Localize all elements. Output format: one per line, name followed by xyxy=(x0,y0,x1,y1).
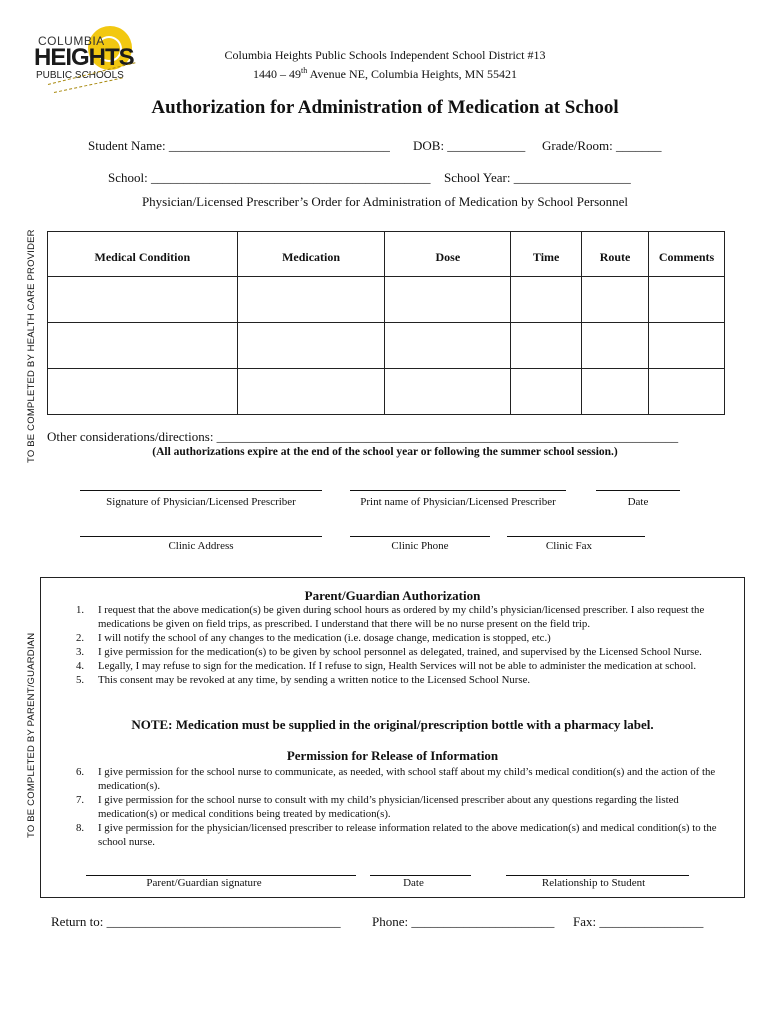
logo-text-columbia: COLUMBIA xyxy=(38,34,105,48)
column-header: Medication xyxy=(237,232,385,277)
table-cell[interactable] xyxy=(385,323,511,369)
item-text: I will notify the school of any changes to the medication (i.e. dosage change, medication is stopped, etc.) xyxy=(98,632,551,644)
item-text: I give permission for the medication(s) to be given by school personnel as delegated, trained, and supervised by the Licensed School Nurse. xyxy=(98,646,702,658)
table-cell[interactable] xyxy=(385,369,511,415)
table-cell[interactable] xyxy=(582,323,649,369)
item-number: 6. xyxy=(76,766,85,778)
table-cell[interactable] xyxy=(237,369,385,415)
table-cell[interactable] xyxy=(511,277,582,323)
table-row xyxy=(48,369,725,415)
clinic-phone-label: Clinic Phone xyxy=(391,540,449,552)
prescriber-signature-label: Signature of Physician/Licensed Prescriber xyxy=(106,496,296,508)
page-title: Authorization for Administration of Medication at School xyxy=(151,97,619,118)
item-number: 7. xyxy=(76,794,85,806)
school-field[interactable]: School: ___________________________________________ xyxy=(108,170,431,185)
logo-text-heights: HEIGHTS xyxy=(34,44,134,71)
table-cell[interactable] xyxy=(582,369,649,415)
item-text: I give permission for the physician/licensed prescriber to release information related to the above medication(s) and medical condition(s) to the school nurse. xyxy=(98,822,717,848)
address-ordinal: th xyxy=(301,66,308,75)
parent-date-line[interactable] xyxy=(370,875,471,876)
prescriber-date-label: Date xyxy=(627,496,649,508)
table-cell[interactable] xyxy=(649,323,725,369)
table-row xyxy=(48,323,725,369)
district-name: Columbia Heights Public Schools Independent School District #13 xyxy=(224,48,546,62)
item-text: This consent may be revoked at any time, by sending a written notice to the Licensed School Nurse. xyxy=(98,674,531,686)
table-cell[interactable] xyxy=(237,277,385,323)
expiry-note: (All authorizations expire at the end of the school year or following the summer school session.) xyxy=(152,446,618,458)
clinic-fax-label: Clinic Fax xyxy=(545,540,593,552)
table-cell[interactable] xyxy=(511,369,582,415)
list-item xyxy=(68,631,738,645)
logo-text-public-schools: PUBLIC SCHOOLS xyxy=(36,70,124,81)
address-street: Avenue NE, Columbia Heights, MN 55421 xyxy=(307,67,517,81)
address-number: 1440 – 49 xyxy=(253,67,301,81)
item-text: I give permission for the school nurse to consult with my child’s physician/licensed prescriber about any questions regarding the listed medication(s) or medical conditions being treated by medication(s). xyxy=(98,794,679,820)
phone-field[interactable]: Phone: ______________________ xyxy=(372,914,555,929)
list-item xyxy=(68,793,738,821)
item-number: 5. xyxy=(76,674,85,686)
column-header: Time xyxy=(511,232,582,277)
district-address xyxy=(205,63,565,82)
list-item xyxy=(68,821,738,849)
column-header: Comments xyxy=(649,232,725,277)
table-cell[interactable] xyxy=(48,323,238,369)
medication-table xyxy=(47,231,725,415)
clinic-fax-line[interactable] xyxy=(507,536,645,537)
table-cell[interactable] xyxy=(385,277,511,323)
relationship-line[interactable] xyxy=(506,875,689,876)
table-cell[interactable] xyxy=(649,369,725,415)
item-number: 8. xyxy=(76,822,85,834)
list-item xyxy=(68,603,738,631)
table-cell[interactable] xyxy=(237,323,385,369)
relationship-label: Relationship to Student xyxy=(541,877,646,889)
other-considerations-field[interactable]: Other considerations/directions: _______________________________________________________________________ xyxy=(47,429,679,444)
authorization-list xyxy=(68,603,738,687)
table-cell[interactable] xyxy=(649,277,725,323)
prescriber-order-heading: Physician/Licensed Prescriber’s Order for Administration of Medication by School Personnel xyxy=(141,194,629,209)
column-header: Dose xyxy=(385,232,511,277)
prescriber-print-line[interactable] xyxy=(350,490,566,491)
side-label-parent: TO BE COMPLETED BY PARENT/GUARDIAN xyxy=(26,632,37,838)
release-list xyxy=(68,765,738,849)
parent-signature-label: Parent/Guardian signature xyxy=(146,877,262,889)
district-logo xyxy=(30,22,140,98)
side-label-provider: TO BE COMPLETED BY HEALTH CARE PROVIDER xyxy=(26,229,37,463)
medication-supply-note: NOTE: Medication must be supplied in the original/prescription bottle with a pharmacy label. xyxy=(131,717,654,732)
item-number: 3. xyxy=(76,646,85,658)
list-item xyxy=(68,765,738,793)
clinic-address-line[interactable] xyxy=(80,536,322,537)
list-item xyxy=(68,645,738,659)
table-header-row xyxy=(48,232,725,277)
dob-field[interactable]: DOB: ____________ xyxy=(413,138,526,153)
table-cell[interactable] xyxy=(48,369,238,415)
table-row xyxy=(48,277,725,323)
parent-authorization-heading: Parent/Guardian Authorization xyxy=(304,588,481,603)
grade-room-field[interactable]: Grade/Room: _______ xyxy=(542,138,662,153)
table-cell[interactable] xyxy=(48,277,238,323)
clinic-phone-line[interactable] xyxy=(350,536,490,537)
list-item xyxy=(68,673,738,687)
prescriber-signature-line[interactable] xyxy=(80,490,322,491)
prescriber-print-label: Print name of Physician/Licensed Prescriber xyxy=(360,496,556,508)
fax-field[interactable]: Fax: ________________ xyxy=(573,914,704,929)
item-number: 1. xyxy=(76,604,85,616)
return-to-field[interactable]: Return to: ____________________________________ xyxy=(51,914,341,929)
item-text: I request that the above medication(s) be given during school hours as ordered by my child’s physician/licensed prescriber. I also request the medications be given on field trips, as prescribed. I understand that there will be no nurse present on the field trip. xyxy=(98,604,705,630)
column-header: Route xyxy=(582,232,649,277)
district-header xyxy=(205,48,565,82)
school-year-field[interactable]: School Year: __________________ xyxy=(444,170,631,185)
table-cell[interactable] xyxy=(582,277,649,323)
release-heading: Permission for Release of Information xyxy=(286,748,499,763)
column-header: Medical Condition xyxy=(48,232,238,277)
item-number: 2. xyxy=(76,632,85,644)
item-text: Legally, I may refuse to sign for the medication. If I refuse to sign, Health Services will not be able to administer the medication at school. xyxy=(98,660,697,672)
prescriber-date-line[interactable] xyxy=(596,490,680,491)
parent-date-label: Date xyxy=(403,877,424,889)
student-name-field[interactable]: Student Name: __________________________________ xyxy=(88,138,390,153)
list-item xyxy=(68,659,738,673)
clinic-address-label: Clinic Address xyxy=(168,540,234,552)
table-cell[interactable] xyxy=(511,323,582,369)
item-text: I give permission for the school nurse to communicate, as needed, with school staff about my child’s medical condition(s) and the action of the medication(s). xyxy=(98,766,716,792)
parent-signature-line[interactable] xyxy=(86,875,356,876)
item-number: 4. xyxy=(76,660,85,672)
